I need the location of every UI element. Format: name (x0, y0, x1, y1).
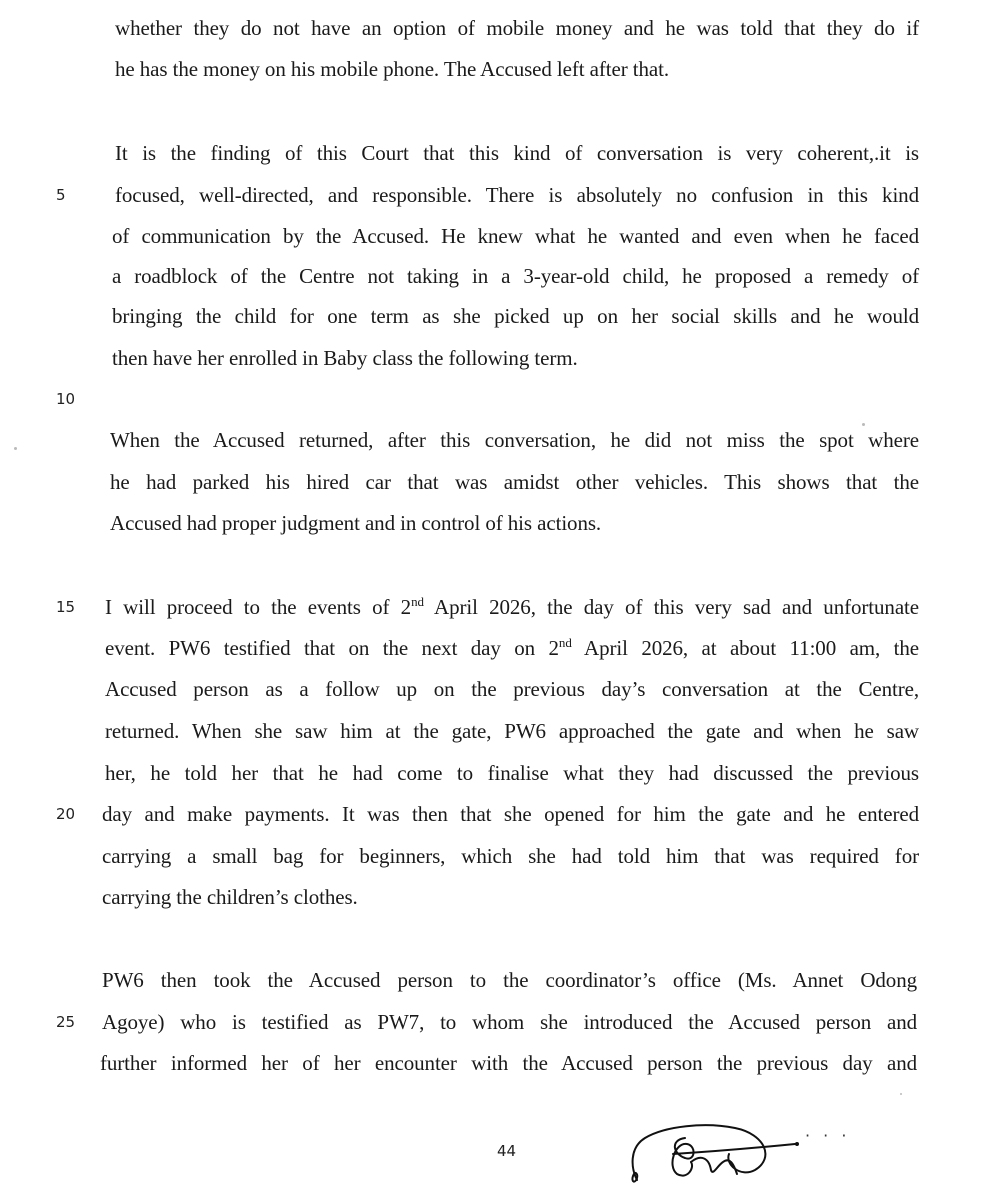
text-line (0, 876, 1000, 918)
text-fragment: event. PW6 testified that on the next day on 2 (105, 636, 559, 660)
text-line (0, 255, 1000, 297)
line-text: a roadblock of the Centre not taking in a 3-year-old child, he proposed a remedy of (112, 264, 919, 288)
line-text (105, 627, 919, 669)
text-fragment: April 2026, at about 11:00 am, the (571, 636, 919, 660)
line-text: Accused person as a follow up on the previous day’s conversation at the Centre, (105, 677, 919, 701)
scan-speck (900, 1093, 902, 1095)
text-line (0, 710, 1000, 752)
line-text (105, 586, 919, 628)
line-text: carrying a small bag for beginners, which she had told him that was required for (102, 844, 919, 868)
page-number: 44 (497, 1142, 517, 1160)
line-text: Accused had proper judgment and in control of his actions. (110, 511, 602, 535)
text-line (0, 1001, 1000, 1043)
signature (625, 1118, 865, 1188)
line-text: carrying the children’s clothes. (102, 885, 358, 909)
line-number: 25 (56, 1013, 76, 1031)
text-line (0, 627, 1000, 669)
line-text: When the Accused returned, after this conversation, he did not miss the spot where (110, 428, 919, 452)
text-line (0, 215, 1000, 257)
line-text: returned. When she saw him at the gate, PW6 approached the gate and when he saw (105, 719, 919, 743)
text-line (0, 835, 1000, 877)
text-line (0, 959, 1000, 1001)
text-line (0, 132, 1000, 174)
line-text: Agoye) who is testified as PW7, to whom she introduced the Accused person and (102, 1010, 917, 1034)
line-text: of communication by the Accused. He knew what he wanted and even when he faced (112, 224, 919, 248)
line-text: PW6 then took the Accused person to the coordinator’s office (Ms. Annet Odong (102, 968, 917, 992)
line-text: day and make payments. It was then that she opened for him the gate and he entered (102, 802, 919, 826)
text-line (0, 502, 1000, 544)
ordinal-superscript: nd (558, 635, 572, 650)
blank-line (0, 378, 1000, 420)
text-line (0, 668, 1000, 710)
text-line (0, 295, 1000, 337)
line-text: he has the money on his mobile phone. The Accused left after that. (115, 57, 670, 81)
text-line (0, 461, 1000, 503)
line-number: 15 (56, 598, 76, 616)
signature-trailing-dots: · · · (805, 1126, 851, 1145)
line-text: he had parked his hired car that was amidst other vehicles. This shows that the (110, 470, 919, 494)
line-number: 5 (56, 186, 66, 204)
text-fragment: April 2026, the day of this very sad and unfortunate (423, 595, 919, 619)
line-number: 10 (56, 390, 76, 408)
text-fragment: I will proceed to the events of 2 (105, 595, 412, 619)
line-text: focused, well-directed, and responsible. There is absolutely no confusion in this kind (115, 183, 919, 207)
text-line (0, 337, 1000, 379)
text-line (0, 48, 1000, 90)
line-text: her, he told her that he had come to finalise what they had discussed the previous (105, 761, 919, 785)
line-text: bringing the child for one term as she picked up on her social skills and he would (112, 304, 919, 328)
text-line (0, 793, 1000, 835)
text-line (0, 7, 1000, 49)
ordinal-superscript: nd (411, 594, 424, 609)
text-line (0, 586, 1000, 628)
line-text: whether they do not have an option of mobile money and he was told that they do if (115, 16, 919, 40)
scan-speck (862, 423, 865, 426)
text-line (0, 174, 1000, 216)
line-text: It is the finding of this Court that this kind of conversation is very coherent,.it is (115, 141, 919, 165)
text-line (0, 1042, 1000, 1084)
line-text: further informed her of her encounter with the Accused person the previous day and (100, 1051, 917, 1075)
line-text: then have her enrolled in Baby class the following term. (112, 346, 578, 370)
scan-speck (14, 447, 17, 450)
line-number: 20 (56, 805, 76, 823)
text-line (0, 419, 1000, 461)
text-line (0, 752, 1000, 794)
